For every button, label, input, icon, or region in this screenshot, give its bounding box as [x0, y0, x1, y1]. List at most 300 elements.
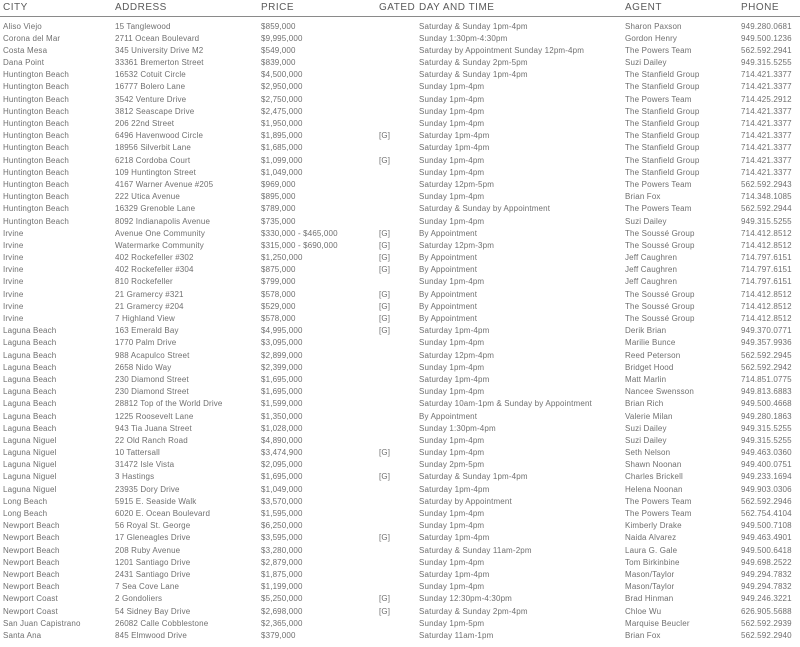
cell-city: Newport Beach — [3, 533, 60, 543]
table-row — [0, 155, 800, 167]
table-row — [0, 276, 800, 288]
cell-city: Laguna Niguel — [3, 460, 57, 470]
cell-address: 3542 Venture Drive — [115, 94, 187, 104]
cell-day-and-time: Saturday 11am-1pm — [419, 630, 494, 640]
cell-price: $9,995,000 — [261, 33, 303, 43]
cell-city: Irvine — [3, 240, 24, 250]
cell-phone: 949.294.7832 — [741, 582, 792, 592]
cell-day-and-time: Sunday 1pm-4pm — [419, 167, 485, 177]
cell-day-and-time: Sunday 1pm-4pm — [419, 509, 485, 518]
table-row — [0, 569, 800, 581]
cell-agent: Matt Marlin — [625, 374, 667, 384]
cell-day-and-time: Sunday 1pm-4pm — [419, 448, 485, 458]
cell-city: Newport Coast — [3, 594, 58, 604]
cell-address: 2658 Nido Way — [115, 362, 172, 372]
cell-price: $1,049,000 — [261, 484, 303, 494]
cell-gated — [379, 276, 419, 288]
cell-phone: 562.754.4104 — [741, 509, 792, 518]
cell-city: Long Beach — [3, 509, 48, 518]
cell-address: 28812 Top of the World Drive — [115, 399, 223, 409]
cell-gated — [379, 106, 419, 118]
cell-address: 1201 Santiago Drive — [115, 557, 191, 567]
cell-phone: 714.797.6151 — [741, 265, 792, 275]
cell-agent: Marquise Beucler — [625, 618, 690, 628]
cell-address: 109 Huntington Street — [115, 167, 196, 177]
cell-agent: Tom Birkinbine — [625, 557, 680, 567]
cell-day-and-time: By Appointment — [419, 411, 478, 421]
cell-day-and-time: By Appointment — [419, 253, 478, 263]
cell-day-and-time: Saturday 1pm-4pm — [419, 533, 490, 543]
cell-price: $735,000 — [261, 216, 296, 226]
cell-phone: 626.905.5688 — [741, 606, 792, 616]
cell-price: $895,000 — [261, 192, 296, 202]
cell-phone: 562.592.2944 — [741, 204, 792, 214]
cell-agent: Reed Peterson — [625, 350, 681, 360]
cell-agent: The Soussé Group — [625, 289, 695, 299]
table-row — [0, 484, 800, 496]
cell-gated — [379, 423, 419, 435]
cell-day-and-time: Saturday 10am-1pm & Sunday by Appointment — [419, 399, 592, 409]
cell-city: Newport Beach — [3, 569, 60, 579]
cell-city: Irvine — [3, 265, 24, 275]
cell-phone: 949.813.6883 — [741, 387, 792, 397]
table-row — [0, 16, 800, 33]
cell-price: $1,875,000 — [261, 569, 303, 579]
cell-gated — [379, 33, 419, 45]
cell-price: $5,250,000 — [261, 594, 303, 604]
table-row — [0, 264, 800, 276]
cell-address: 8092 Indianapolis Avenue — [115, 216, 211, 226]
cell-price: $3,280,000 — [261, 545, 303, 555]
cell-day-and-time: Sunday 12:30pm-4:30pm — [419, 594, 512, 604]
cell-day-and-time: Saturday 1pm-4pm — [419, 143, 490, 153]
cell-address: 222 Utica Avenue — [115, 192, 180, 202]
cell-city: Huntington Beach — [3, 94, 70, 104]
cell-agent: Nancee Swensson — [625, 387, 694, 397]
cell-day-and-time: Sunday 1:30pm-4pm — [419, 423, 496, 433]
table-row — [0, 142, 800, 154]
cell-gated — [379, 386, 419, 398]
cell-address: 54 Sidney Bay Drive — [115, 606, 191, 616]
cell-address: 206 22nd Street — [115, 119, 175, 128]
cell-city: Huntington Beach — [3, 143, 70, 153]
cell-agent: Kimberly Drake — [625, 521, 682, 531]
cell-phone: 714.412.8512 — [741, 314, 792, 323]
cell-city: Huntington Beach — [3, 119, 70, 128]
cell-address: Avenue One Community — [115, 228, 206, 238]
cell-address: 22 Old Ranch Road — [115, 435, 188, 445]
cell-city: Laguna Beach — [3, 326, 57, 336]
cell-price: $529,000 — [261, 301, 296, 311]
cell-price: $3,474,900 — [261, 448, 303, 458]
cell-address: 3812 Seascape Drive — [115, 106, 195, 116]
table-row — [0, 545, 800, 557]
cell-city: Laguna Beach — [3, 423, 57, 433]
cell-phone: 949.400.0751 — [741, 460, 792, 470]
cell-phone: 714.421.3377 — [741, 143, 792, 153]
cell-gated — [379, 459, 419, 471]
cell-gated — [379, 569, 419, 581]
cell-gated — [379, 545, 419, 557]
table-row — [0, 618, 800, 630]
cell-phone: 949.280.0681 — [741, 21, 792, 31]
table-body — [0, 16, 800, 642]
cell-price: $875,000 — [261, 265, 296, 275]
cell-agent: Suzi Dailey — [625, 58, 667, 68]
cell-price: $3,570,000 — [261, 496, 303, 506]
cell-day-and-time: Saturday 1pm-4pm — [419, 374, 490, 384]
cell-phone: 949.315.5255 — [741, 423, 792, 433]
cell-address: 18956 Silverbit Lane — [115, 143, 191, 153]
cell-day-and-time: Sunday 1:30pm-4:30pm — [419, 33, 508, 43]
table-row — [0, 581, 800, 593]
cell-price: $3,095,000 — [261, 338, 303, 348]
cell-phone: 562.592.2941 — [741, 45, 792, 55]
table-row — [0, 557, 800, 569]
cell-phone: 714.412.8512 — [741, 301, 792, 311]
cell-gated — [379, 167, 419, 179]
cell-day-and-time: Saturday & Sunday 1pm-4pm — [419, 472, 528, 482]
cell-price: $379,000 — [261, 630, 296, 640]
table-row — [0, 179, 800, 191]
cell-address: 16777 Bolero Lane — [115, 82, 186, 92]
cell-phone: 714.348.1085 — [741, 192, 792, 202]
cell-city: Huntington Beach — [3, 82, 70, 92]
cell-agent: Jeff Caughren — [625, 265, 678, 275]
cell-city: Irvine — [3, 314, 24, 323]
cell-day-and-time: By Appointment — [419, 314, 478, 323]
cell-address: 16532 Cotuit Circle — [115, 70, 186, 80]
cell-address: 10 Tattersall — [115, 448, 160, 458]
cell-day-and-time: Saturday by Appointment Sunday 12pm-4pm — [419, 45, 585, 55]
cell-city: Newport Beach — [3, 582, 60, 592]
cell-day-and-time: Saturday & Sunday 1pm-4pm — [419, 70, 528, 80]
cell-price: $2,475,000 — [261, 106, 303, 116]
cell-address: 810 Rockefeller — [115, 277, 173, 287]
cell-phone: 714.421.3377 — [741, 70, 792, 80]
cell-phone: 562.592.2939 — [741, 618, 792, 628]
cell-agent: The Stanfield Group — [625, 143, 700, 153]
cell-day-and-time: Sunday 1pm-5pm — [419, 618, 485, 628]
cell-address: 845 Elmwood Drive — [115, 630, 187, 640]
cell-address: 208 Ruby Avenue — [115, 545, 181, 555]
cell-agent: Brian Fox — [625, 192, 661, 202]
cell-agent: Marilie Bunce — [625, 338, 676, 348]
cell-address: 230 Diamond Street — [115, 374, 189, 384]
cell-agent: The Powers Team — [625, 496, 692, 506]
cell-price: $2,698,000 — [261, 606, 303, 616]
cell-day-and-time: Saturday & Sunday by Appointment — [419, 204, 551, 214]
cell-day-and-time: Saturday 1pm-4pm — [419, 484, 490, 494]
cell-phone: 949.294.7832 — [741, 569, 792, 579]
cell-gated — [379, 496, 419, 508]
cell-city: Newport Beach — [3, 557, 60, 567]
cell-gated — [379, 557, 419, 569]
table-row — [0, 301, 800, 313]
cell-phone: 949.463.0360 — [741, 448, 792, 458]
cell-agent: Derik Brian — [625, 326, 667, 336]
cell-day-and-time: Saturday & Sunday 2pm-4pm — [419, 606, 528, 616]
cell-agent: The Soussé Group — [625, 301, 695, 311]
cell-city: Huntington Beach — [3, 155, 70, 165]
table-row — [0, 374, 800, 386]
cell-phone: 949.233.1694 — [741, 472, 792, 482]
cell-agent: Suzi Dailey — [625, 423, 667, 433]
cell-gated — [379, 337, 419, 349]
table-row — [0, 130, 800, 142]
cell-price: $549,000 — [261, 45, 296, 55]
cell-city: Huntington Beach — [3, 179, 70, 189]
cell-gated: [G] — [379, 228, 391, 238]
cell-agent: The Soussé Group — [625, 314, 695, 323]
cell-day-and-time: Saturday 1pm-4pm — [419, 569, 490, 579]
cell-phone: 562.592.2945 — [741, 350, 792, 360]
cell-day-and-time: Sunday 1pm-4pm — [419, 119, 485, 128]
cell-day-and-time: By Appointment — [419, 265, 478, 275]
cell-gated: [G] — [379, 253, 391, 263]
header-city: CITY — [0, 0, 115, 16]
cell-agent: The Powers Team — [625, 45, 692, 55]
cell-day-and-time: By Appointment — [419, 228, 478, 238]
cell-phone: 714.412.8512 — [741, 289, 792, 299]
cell-city: Huntington Beach — [3, 70, 70, 80]
cell-price: $1,595,000 — [261, 509, 303, 518]
cell-gated — [379, 81, 419, 93]
cell-phone: 714.412.8512 — [741, 240, 792, 250]
cell-address: 2 Gondoliers — [115, 594, 163, 604]
cell-agent: Brian Fox — [625, 630, 661, 640]
cell-city: Laguna Niguel — [3, 484, 57, 494]
cell-phone: 714.851.0775 — [741, 374, 792, 384]
cell-gated: [G] — [379, 301, 391, 311]
table-row — [0, 386, 800, 398]
cell-gated — [379, 362, 419, 374]
cell-gated — [379, 630, 419, 642]
table-row — [0, 630, 800, 642]
cell-phone: 714.421.3377 — [741, 155, 792, 165]
cell-city: Newport Beach — [3, 545, 60, 555]
table-row — [0, 459, 800, 471]
cell-city: Newport Coast — [3, 606, 58, 616]
table-row — [0, 496, 800, 508]
cell-day-and-time: Sunday 1pm-4pm — [419, 435, 485, 445]
cell-gated: [G] — [379, 326, 391, 336]
cell-price: $1,049,000 — [261, 167, 303, 177]
cell-agent: Naida Alvarez — [625, 533, 677, 543]
cell-agent: Jeff Caughren — [625, 277, 678, 287]
cell-gated — [379, 411, 419, 423]
cell-price: $1,695,000 — [261, 374, 303, 384]
cell-price: $2,750,000 — [261, 94, 303, 104]
cell-agent: Helena Noonan — [625, 484, 683, 494]
header-agent: AGENT — [625, 0, 741, 16]
cell-agent: The Soussé Group — [625, 228, 695, 238]
cell-day-and-time: Sunday 1pm-4pm — [419, 216, 485, 226]
cell-agent: Brad Hinman — [625, 594, 674, 604]
cell-agent: Shawn Noonan — [625, 460, 682, 470]
cell-agent: The Powers Team — [625, 94, 692, 104]
cell-gated: [G] — [379, 265, 391, 275]
table-row — [0, 411, 800, 423]
cell-city: Laguna Beach — [3, 411, 57, 421]
cell-city: Irvine — [3, 289, 24, 299]
cell-agent: Valerie Milan — [625, 411, 673, 421]
cell-price: $1,199,000 — [261, 582, 303, 592]
cell-address: 23935 Dory Drive — [115, 484, 180, 494]
table-row — [0, 33, 800, 45]
cell-gated — [379, 94, 419, 106]
table-row — [0, 167, 800, 179]
cell-price: $2,365,000 — [261, 618, 303, 628]
cell-phone: 714.421.3377 — [741, 131, 792, 141]
cell-day-and-time: Saturday & Sunday 11am-2pm — [419, 545, 532, 555]
cell-day-and-time: Sunday 1pm-4pm — [419, 82, 485, 92]
cell-phone: 949.315.5255 — [741, 58, 792, 68]
cell-phone: 949.500.6418 — [741, 545, 792, 555]
cell-city: Laguna Beach — [3, 362, 57, 372]
cell-gated — [379, 618, 419, 630]
cell-phone: 714.421.3377 — [741, 119, 792, 128]
table-row — [0, 532, 800, 544]
cell-address: 56 Royal St. George — [115, 521, 191, 531]
cell-gated — [379, 142, 419, 154]
cell-city: Aliso Viejo — [3, 21, 42, 31]
table-row — [0, 57, 800, 69]
cell-gated: [G] — [379, 472, 391, 482]
cell-phone: 949.903.0306 — [741, 484, 792, 494]
cell-agent: The Stanfield Group — [625, 155, 700, 165]
cell-gated: [G] — [379, 155, 391, 165]
table-row — [0, 191, 800, 203]
table-row — [0, 447, 800, 459]
cell-city: Dana Point — [3, 58, 45, 68]
cell-price: $2,399,000 — [261, 362, 303, 372]
cell-agent: Charles Brickell — [625, 472, 683, 482]
table-row — [0, 69, 800, 81]
cell-agent: Gordon Henry — [625, 33, 678, 43]
cell-city: Laguna Niguel — [3, 448, 57, 458]
cell-price: $859,000 — [261, 21, 296, 31]
cell-price: $1,695,000 — [261, 472, 303, 482]
cell-address: 402 Rockefeller #304 — [115, 265, 194, 275]
cell-phone: 949.370.0771 — [741, 326, 792, 336]
cell-address: 2711 Ocean Boulevard — [115, 33, 200, 43]
cell-address: 943 Tia Juana Street — [115, 423, 192, 433]
cell-price: $839,000 — [261, 58, 296, 68]
cell-agent: The Powers Team — [625, 204, 692, 214]
cell-address: Watermarke Community — [115, 240, 204, 250]
cell-phone: 562.592.2943 — [741, 179, 792, 189]
cell-day-and-time: Saturday 12pm-5pm — [419, 179, 495, 189]
table-row — [0, 606, 800, 618]
cell-phone: 949.315.5255 — [741, 216, 792, 226]
cell-price: $578,000 — [261, 289, 296, 299]
cell-day-and-time: Sunday 1pm-4pm — [419, 338, 485, 348]
header-gated: GATED — [379, 0, 419, 16]
header-address: ADDRESS — [115, 0, 261, 16]
cell-city: Laguna Niguel — [3, 472, 57, 482]
cell-price: $330,000 - $465,000 — [261, 228, 338, 238]
cell-price: $1,685,000 — [261, 143, 303, 153]
cell-agent: Sharon Paxson — [625, 21, 682, 31]
table-row — [0, 508, 800, 520]
cell-price: $6,250,000 — [261, 521, 303, 531]
table-row — [0, 362, 800, 374]
cell-city: Laguna Niguel — [3, 435, 57, 445]
cell-phone: 714.421.3377 — [741, 167, 792, 177]
cell-phone: 949.500.7108 — [741, 521, 792, 531]
cell-city: Laguna Beach — [3, 374, 57, 384]
cell-price: $2,879,000 — [261, 557, 303, 567]
cell-address: 17 Gleneagles Drive — [115, 533, 191, 543]
cell-price: $2,899,000 — [261, 350, 303, 360]
cell-agent: The Stanfield Group — [625, 70, 700, 80]
cell-address: 4167 Warner Avenue #205 — [115, 179, 214, 189]
cell-gated: [G] — [379, 131, 391, 141]
cell-price: $1,695,000 — [261, 387, 303, 397]
cell-agent: Jeff Caughren — [625, 253, 678, 263]
cell-address: 7 Highland View — [115, 314, 175, 323]
cell-phone: 714.797.6151 — [741, 253, 792, 263]
cell-agent: The Stanfield Group — [625, 119, 700, 128]
cell-phone: 949.698.2522 — [741, 557, 792, 567]
cell-address: 7 Sea Cove Lane — [115, 582, 180, 592]
cell-day-and-time: Sunday 1pm-4pm — [419, 155, 485, 165]
cell-price: $2,095,000 — [261, 460, 303, 470]
cell-agent: The Stanfield Group — [625, 131, 700, 141]
cell-city: Huntington Beach — [3, 167, 70, 177]
cell-city: Costa Mesa — [3, 45, 48, 55]
cell-city: Santa Ana — [3, 630, 42, 640]
cell-city: Huntington Beach — [3, 192, 70, 202]
cell-gated — [379, 179, 419, 191]
cell-price: $1,099,000 — [261, 155, 303, 165]
cell-gated — [379, 45, 419, 57]
cell-price: $1,950,000 — [261, 119, 303, 128]
cell-agent: Mason/Taylor — [625, 569, 675, 579]
table-row — [0, 228, 800, 240]
cell-agent: Mason/Taylor — [625, 582, 675, 592]
cell-gated: [G] — [379, 594, 391, 604]
table-row — [0, 106, 800, 118]
cell-city: Huntington Beach — [3, 204, 70, 214]
cell-phone: 949.280.1863 — [741, 411, 792, 421]
cell-address: 31472 Isle Vista — [115, 460, 175, 470]
cell-phone: 714.425.2912 — [741, 94, 792, 104]
cell-price: $799,000 — [261, 277, 296, 287]
cell-day-and-time: Sunday 2pm-5pm — [419, 460, 485, 470]
cell-address: 2431 Santiago Drive — [115, 569, 191, 579]
table-row — [0, 252, 800, 264]
cell-gated — [379, 57, 419, 69]
cell-agent: The Powers Team — [625, 509, 692, 518]
cell-day-and-time: Saturday by Appointment — [419, 496, 512, 506]
cell-price: $969,000 — [261, 179, 296, 189]
cell-gated: [G] — [379, 314, 391, 323]
header-day-and-time: DAY AND TIME — [419, 0, 625, 16]
cell-price: $2,950,000 — [261, 82, 303, 92]
cell-city: Laguna Beach — [3, 350, 57, 360]
cell-city: Huntington Beach — [3, 131, 70, 141]
cell-city: Laguna Beach — [3, 399, 57, 409]
cell-address: 3 Hastings — [115, 472, 155, 482]
cell-gated — [379, 484, 419, 496]
cell-price: $4,500,000 — [261, 70, 303, 80]
cell-phone: 714.797.6151 — [741, 277, 792, 287]
cell-address: 33361 Bremerton Street — [115, 58, 204, 68]
cell-price: $3,595,000 — [261, 533, 303, 543]
header-price: PRICE — [261, 0, 379, 16]
